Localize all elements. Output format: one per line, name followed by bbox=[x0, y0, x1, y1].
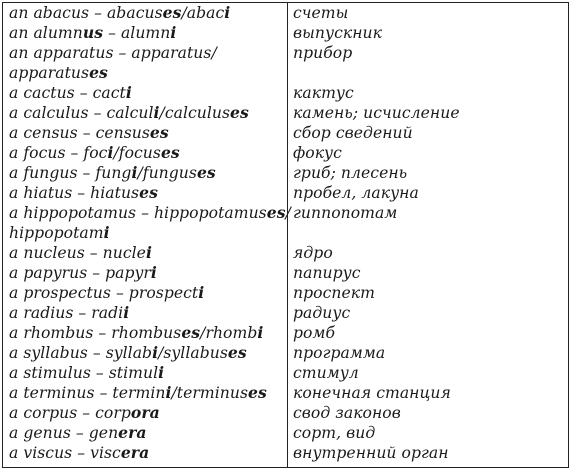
word-text: a calculus – calcul bbox=[9, 104, 154, 122]
english-singular-plural-cell bbox=[9, 23, 176, 43]
word-text: a corpus – corp bbox=[9, 404, 131, 422]
table-row bbox=[3, 123, 568, 143]
plural-ending: i bbox=[125, 83, 132, 102]
english-singular-plural-cell bbox=[9, 63, 108, 83]
plural-ending: era bbox=[120, 443, 150, 462]
table-row bbox=[3, 363, 568, 383]
plural-ending: era bbox=[118, 423, 147, 442]
plural-ending: i bbox=[165, 383, 172, 402]
table-row bbox=[3, 323, 568, 343]
table-row bbox=[3, 43, 568, 63]
russian-translation-cell: гриб; плесень bbox=[293, 164, 408, 182]
english-singular-plural-cell bbox=[9, 323, 263, 343]
russian-translation-cell: радиус bbox=[293, 304, 351, 322]
plural-ending: es bbox=[227, 343, 247, 362]
plural-ending: i bbox=[257, 323, 264, 342]
word-text: an apparatus – apparatus/ bbox=[9, 44, 217, 62]
russian-translation-cell: пробел, лакуна bbox=[293, 184, 419, 202]
english-singular-plural-cell bbox=[9, 83, 132, 103]
russian-translation-cell: гиппопотам bbox=[293, 204, 398, 222]
english-singular-plural-cell bbox=[9, 403, 160, 423]
plural-ending: i bbox=[198, 283, 205, 302]
russian-translation-cell: сорт, вид bbox=[293, 424, 376, 442]
russian-translation-cell: фокус bbox=[293, 144, 342, 162]
russian-translation-cell: ядро bbox=[293, 244, 333, 262]
table-row bbox=[3, 383, 568, 403]
plural-ending: es bbox=[160, 143, 180, 162]
word-text: a focus – foc bbox=[9, 144, 108, 162]
word-text: /abac bbox=[181, 4, 225, 22]
table-row bbox=[3, 263, 568, 283]
english-singular-plural-cell bbox=[9, 203, 291, 223]
russian-translation-cell: прибор bbox=[293, 44, 353, 62]
english-singular-plural-cell bbox=[9, 183, 158, 203]
plural-ending: es bbox=[162, 3, 182, 22]
table-row bbox=[3, 303, 568, 323]
plural-ending: i bbox=[103, 223, 110, 242]
plural-ending: i bbox=[170, 23, 177, 42]
plural-ending: es bbox=[196, 163, 216, 182]
plural-ending: i bbox=[152, 343, 159, 362]
table-row bbox=[3, 243, 568, 263]
table-row bbox=[3, 3, 568, 23]
table-row bbox=[3, 23, 568, 43]
table-row bbox=[3, 103, 568, 123]
table-row bbox=[3, 223, 568, 243]
word-text: – alumn bbox=[103, 24, 171, 42]
plural-ending: i bbox=[145, 243, 152, 262]
word-text: /focus bbox=[113, 144, 161, 162]
plural-ending: es bbox=[89, 63, 108, 82]
word-text: a papyrus – papyr bbox=[9, 264, 151, 282]
table-row bbox=[3, 283, 568, 303]
word-text: /fungus bbox=[137, 164, 197, 182]
english-singular-plural-cell bbox=[9, 363, 164, 383]
word-text: /calculus bbox=[159, 104, 231, 122]
word-text: a radius – radi bbox=[9, 304, 124, 322]
table-row bbox=[3, 343, 568, 363]
word-text: an abacus – abacus bbox=[9, 4, 163, 22]
word-text: a syllabus – syllab bbox=[9, 344, 153, 362]
english-singular-plural-cell bbox=[9, 383, 267, 403]
russian-translation-cell: ромб bbox=[293, 324, 336, 342]
russian-translation-cell: сбор сведений bbox=[293, 124, 413, 142]
plural-ending: i bbox=[107, 143, 114, 162]
russian-translation-cell: камень; исчисление bbox=[293, 104, 460, 122]
english-singular-plural-cell bbox=[9, 163, 216, 183]
word-text: hippopotam bbox=[9, 224, 104, 242]
table-row bbox=[3, 203, 568, 223]
russian-translation-cell: программа bbox=[293, 344, 386, 362]
word-text: a stimulus – stimul bbox=[9, 364, 159, 382]
table-row bbox=[3, 403, 568, 423]
word-text: /terminus bbox=[171, 384, 248, 402]
word-text: a hiatus – hiatus bbox=[9, 184, 140, 202]
plural-ending: i bbox=[158, 363, 165, 382]
english-singular-plural-cell bbox=[9, 223, 110, 243]
plural-ending: us bbox=[82, 23, 104, 42]
russian-translation-cell: кактус bbox=[293, 84, 354, 102]
english-singular-plural-cell bbox=[9, 443, 149, 463]
word-text: an alumn bbox=[9, 24, 83, 42]
english-singular-plural-cell bbox=[9, 423, 147, 443]
table-row bbox=[3, 83, 568, 103]
word-text: a fungus – fung bbox=[9, 164, 132, 182]
table-row bbox=[3, 183, 568, 203]
plural-ending: i bbox=[153, 103, 160, 122]
russian-translation-cell: проспект bbox=[293, 284, 375, 302]
plural-ending: i bbox=[150, 263, 157, 282]
russian-translation-cell: стимул bbox=[293, 364, 359, 382]
word-text: a cactus – cact bbox=[9, 84, 126, 102]
word-text: a rhombus – rhombus bbox=[9, 324, 182, 342]
english-singular-plural-cell bbox=[9, 43, 217, 63]
english-singular-plural-cell bbox=[9, 283, 204, 303]
word-text: a hippopotamus – hippopotamus bbox=[9, 204, 267, 222]
table-row bbox=[3, 143, 568, 163]
plural-ending: es bbox=[248, 383, 267, 402]
plural-ending: i bbox=[131, 163, 138, 182]
vocabulary-table bbox=[2, 2, 569, 468]
plural-ending: es bbox=[181, 323, 201, 342]
word-text: /syllabus bbox=[158, 344, 228, 362]
table-row bbox=[3, 163, 568, 183]
plural-ending: es bbox=[139, 183, 158, 202]
table-row bbox=[3, 63, 568, 83]
russian-translation-cell: свод законов bbox=[293, 404, 401, 422]
english-singular-plural-cell bbox=[9, 143, 180, 163]
english-singular-plural-cell bbox=[9, 103, 249, 123]
russian-translation-cell: внутренний орган bbox=[293, 444, 449, 462]
plural-ending: ora bbox=[130, 403, 160, 422]
english-singular-plural-cell bbox=[9, 263, 157, 283]
english-singular-plural-cell bbox=[9, 3, 230, 23]
english-singular-plural-cell bbox=[9, 123, 169, 143]
russian-translation-cell: конечная станция bbox=[293, 384, 451, 402]
russian-translation-cell: выпускник bbox=[293, 24, 382, 42]
word-text: apparatus bbox=[9, 64, 90, 82]
english-singular-plural-cell bbox=[9, 243, 152, 263]
plural-ending: es bbox=[266, 203, 286, 222]
table-row bbox=[3, 423, 568, 443]
plural-ending: es bbox=[149, 123, 169, 142]
russian-translation-cell: папирус bbox=[293, 264, 361, 282]
russian-translation-cell: счеты bbox=[293, 4, 349, 22]
english-singular-plural-cell bbox=[9, 303, 129, 323]
word-text: a genus – gen bbox=[9, 424, 119, 442]
word-text: /rhomb bbox=[200, 324, 258, 342]
plural-ending: es bbox=[230, 103, 249, 122]
word-text: a viscus – visc bbox=[9, 444, 121, 462]
english-singular-plural-cell bbox=[9, 343, 247, 363]
plural-ending: i bbox=[224, 3, 231, 22]
word-text: a terminus – termin bbox=[9, 384, 166, 402]
table-row bbox=[3, 443, 568, 463]
plural-ending: i bbox=[123, 303, 130, 322]
word-text: / bbox=[285, 204, 291, 222]
word-text: a census – census bbox=[9, 124, 150, 142]
word-text: a prospectus – prospect bbox=[9, 284, 199, 302]
word-text: a nucleus – nucle bbox=[9, 244, 146, 262]
